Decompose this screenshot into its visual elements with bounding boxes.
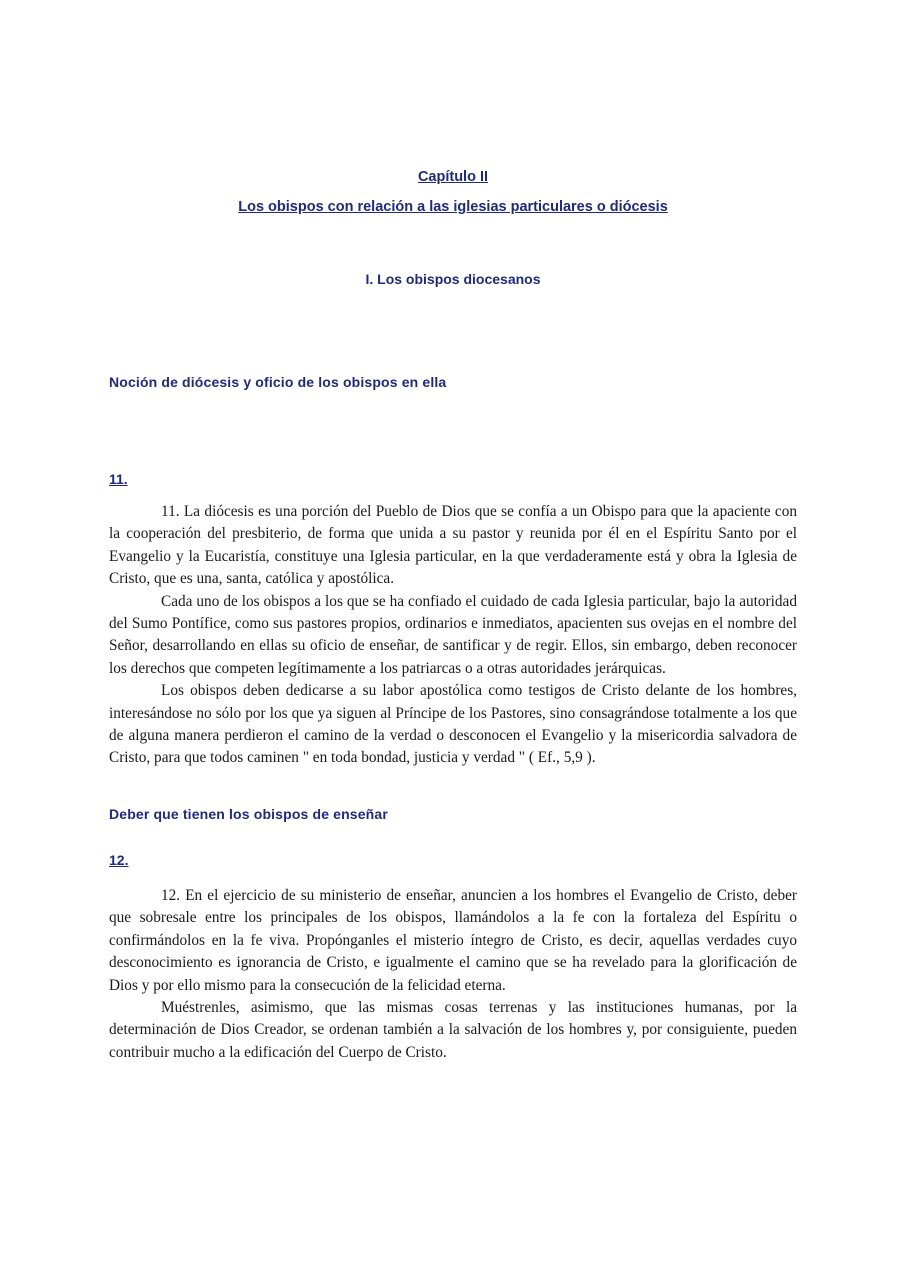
document-content [109,170,797,1064]
chapter-label [109,170,797,185]
section-heading-roman-text: I. Los obispos diocesanos [365,271,541,287]
chapter-title-text: Los obispos con relación a las iglesias particulares o diócesis [238,198,668,215]
paragraph-number-12-text: 12. [109,851,129,868]
paragraph: Cada uno de los obispos a los que se ha confiado el cuidado de cada Iglesia particular, bajo la autoridad del Sumo Pontífice, como sus pastores propios, ordinarios e inmediatos, apacienten sus ovejas en el nombre del Señor, desarrollando en ellas su oficio de enseñar, de santificar y de regir. Ellos, sin embargo, deben reconocer los derechos que competen legítimamente a los patriarcas o a otras autoridades jerárquicas. [109,592,797,677]
chapter-label-text: Capítulo II [417,169,489,185]
body-block-11 [109,501,797,770]
subheading-deber-ensenar: Deber que tienen los obispos de enseñar [109,805,388,822]
paragraph: Muéstrenles, asimismo, que las mismas cosas terrenas y las instituciones humanas, por la determinación de Dios Creador, se ordenan también a la salvación de los hombres y, por consiguiente, pueden contribuir mucho a la edificación del Cuerpo de Cristo. [109,998,797,1061]
paragraph-number-12 [109,852,797,868]
paragraph: 12. En el ejercicio de su ministerio de enseñar, anuncien a los hombres el Evangelio de Cristo, deber que sobresale entre los principales de los obispos, llamándolos a la fe con la fortaleza del Espíritu o confirmándolos en la fe viva. Propónganles el misterio íntegro de Cristo, es decir, aquellas verdades cuyo desconocimiento es ignorancia de Cristo, e igualmente el camino que se ha revelado para la glorificación de Dios y por ello mismo para la consecución de la felicidad eterna. [109,886,797,994]
paragraph-number-11-text: 11. [109,471,128,487]
paragraph: Los obispos deben dedicarse a su labor apostólica como testigos de Cristo delante de los hombres, interesándose no sólo por los que ya siguen al Príncipe de los Pastores, sino consagrándose totalmente a los que de alguna manera perdieron el camino de la verdad o desconocen el Evangelio y la misericordia salvadora de Cristo, para que todos caminen " en toda bondad, justicia y verdad " ( Ef., 5,9 ). [109,682,797,767]
body-block-12 [109,885,797,1064]
subheading-notion-diocesis: Noción de diócesis y oficio de los obispos en ella [109,374,447,390]
section-heading-roman [109,272,797,286]
paragraph-number-11 [109,471,797,487]
paragraph: 11. La diócesis es una porción del Pueblo de Dios que se confía a un Obispo para que la apaciente con la cooperación del presbiterio, de forma que unida a su pastor y reunida por él en el Espíritu Santo por el Evangelio y la Eucaristía, constituye una Iglesia particular, en la que verdaderamente está y obra la Iglesia de Cristo, que es una, santa, católica y apostólica. [109,503,797,588]
chapter-title [109,200,797,215]
